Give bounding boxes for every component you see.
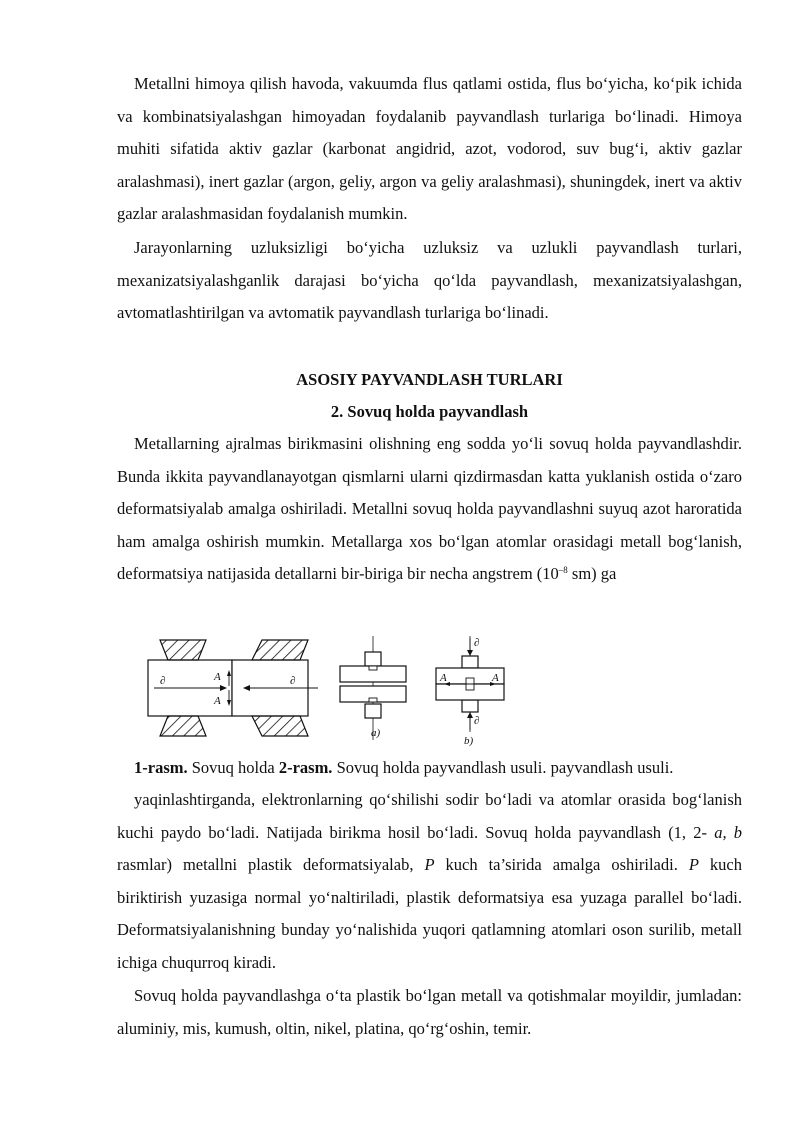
- paragraph-text: Metallarning ajralmas birikmasini olishning eng sodda yo‘li sovuq holda payvandlashdir. Bunda ikkita payvandlanayotgan qismlarni ularni qizdirmasdan katta yuklanish ostida o‘zaro deformatsiyalab amalga oshiriladi. Metallni sovuq holda payvandlashni suyuq azot haroratida ham amalga oshirish mumkin. Metallarga xos bo‘lgan atomlar orasidagi metall bog‘lanish, deformatsiya natijasida detallarni bir-biriga bir necha angstrem (10: [117, 434, 742, 583]
- left-bottom-clamp: [160, 716, 206, 736]
- paragraph-text: sm) ga: [567, 564, 617, 583]
- force-label: ∂: [474, 637, 480, 649]
- caption-figure1-label: 1-rasm.: [134, 758, 188, 777]
- paragraph-text: kuch ta’sirida amalga oshiriladi.: [434, 855, 689, 874]
- surface-label: A: [492, 672, 499, 684]
- subfigure-b-label: b): [464, 735, 474, 747]
- figure-2a-scheme: [340, 636, 406, 740]
- section-heading: ASOSIY PAYVANDLASH TURLARI: [296, 370, 563, 389]
- force-symbol: P: [424, 855, 435, 874]
- paragraph-text: rasmlar) metallni plastik deformatsiyalab,: [117, 855, 425, 874]
- paragraph-text: yaqinlashtirganda, elektronlarning qo‘shilishi sodir bo‘ladi va atomlar orasida bog‘lanish kuchi paydo bo‘ladi. Natijada birikma hosil bo‘ladi. Sovuq holda payvandlash (1, 2-: [117, 790, 742, 842]
- force-label: ∂: [290, 675, 296, 687]
- figure-ref: a, b: [714, 822, 742, 842]
- right-bottom-clamp: [252, 716, 308, 736]
- subfigure-a-label: a): [371, 727, 381, 739]
- paragraph-suitable-metals: Sovuq holda payvandlashga o‘ta plastik bo‘lgan metall va qotishmalar moyildir, jumladan: aluminiy, mis, kumush, oltin, nikel, platina, qo‘rg‘oshin, temir.: [117, 986, 742, 1038]
- subsection-heading: 2. Sovuq holda payvandlash: [330, 402, 529, 421]
- surface-label: A: [214, 671, 221, 683]
- cold-welding-figure: [140, 632, 520, 750]
- caption-figure2-label: 2-rasm.: [278, 758, 333, 777]
- paragraph-mechanism: [117, 784, 742, 979]
- force-label: ∂: [160, 675, 166, 687]
- paragraph-protection-types: Metallni himoya qilish havoda, vakuumda flus qatlami ostida, flus bo‘yicha, ko‘pik ichida va kombinatsiyalashgan himoyadan foydalanib payvandlash turlariga bo‘linadi. Himoya muhiti sifatida aktiv gazlar (karbonat angidrid, azot, vodorod, suv bug‘i, aktiv gazlar aralashmasi), inert gazlar (argon, geliy, argon va geliy aralashmasi), shuningdek, inert va aktiv gazlar aralashmasidan foydalanish mumkin.: [117, 74, 742, 223]
- surface-label: A: [440, 672, 447, 684]
- caption-text: Sovuq holda payvandlash usuli. payvandlash usuli.: [332, 758, 674, 777]
- right-top-clamp: [252, 640, 308, 660]
- paragraph-text: kuch biriktirish yuzasiga normal yo‘naltiriladi, plastik deformatsiya esa yuzaga parallel bo‘ladi. Deformatsiyalanishning bunday yo‘nalishida yuqori qatlamning atomlari oson surilib, metall ichiga chuqurroq kiradi.: [117, 855, 742, 972]
- paragraph-process-types: Jarayonlarning uzluksizligi bo‘yicha uzluksiz va uzlukli payvandlash turlari, mexanizatsiyalashganlik darajasi bo‘yicha qo‘lda payvandlash, mexanizatsiyalashgan, avtomatlashtirilgan va avtomatik payvandlash turlariga bo‘linadi.: [117, 238, 742, 322]
- caption-text: Sovuq holda: [187, 758, 279, 777]
- figure-2b-scheme: [436, 636, 504, 747]
- paragraph-cold-welding-intro: [117, 428, 742, 591]
- force-label: ∂: [474, 715, 480, 727]
- force-symbol: P: [688, 855, 699, 874]
- figure-caption: [134, 752, 744, 784]
- left-top-clamp: [160, 640, 206, 660]
- surface-label: A: [214, 695, 221, 707]
- figure-1-scheme: [148, 640, 318, 736]
- exponent: –8: [558, 565, 568, 575]
